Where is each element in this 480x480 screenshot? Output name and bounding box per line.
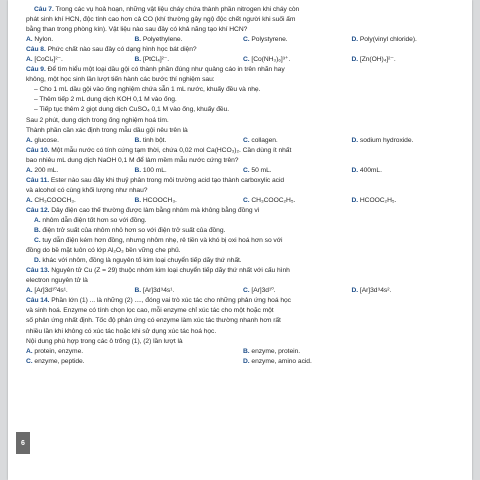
page-number: 6 bbox=[21, 439, 25, 447]
option-letter: D. bbox=[351, 136, 359, 144]
q8-label: Câu 8. bbox=[26, 46, 46, 54]
q10-label: Câu 10. bbox=[26, 146, 50, 154]
q8-option-d: D. [Zn(OH)₄]²⁻. bbox=[351, 56, 396, 64]
q14-label: Câu 14. bbox=[26, 297, 50, 305]
q13-label: Câu 13. bbox=[26, 267, 50, 275]
page-number-tab bbox=[16, 432, 30, 454]
q7-option-d: D. Poly(vinyl chloride). bbox=[351, 36, 417, 44]
q11-option-b: B. HCOOCH₃. bbox=[134, 196, 177, 204]
q14-options-row-1 bbox=[26, 347, 460, 357]
q10-option-c: C. 50 mL. bbox=[243, 166, 272, 174]
q11-label: Câu 11. bbox=[26, 176, 50, 184]
document-page bbox=[8, 0, 472, 480]
q13-options bbox=[26, 286, 460, 296]
q11-option-c: C. CH₃COOC₂H₅. bbox=[243, 196, 296, 204]
q9-line-2: không, một học sinh lần lượt tiến hành các bước thí nghiệm sau: bbox=[26, 76, 215, 84]
q7-option-b: B. Polyethylene. bbox=[134, 36, 183, 44]
q13-line-2: electron nguyên tử là bbox=[26, 277, 88, 285]
option-letter: A. bbox=[26, 347, 33, 355]
option-letter: A. bbox=[26, 287, 33, 295]
q7-option-a: A. Nylon. bbox=[26, 36, 54, 44]
q13-option-d: D. [Ar]3d⁹4s². bbox=[351, 287, 392, 295]
q10-option-b: B. 100 mL. bbox=[134, 166, 167, 174]
option-letter: A. bbox=[26, 136, 33, 144]
q7-options bbox=[26, 35, 460, 45]
q11-line-1: Câu 11. Ester nào sau đây khi thuỷ phân trong môi trường acid tạo thành carboxylic acid bbox=[26, 176, 285, 184]
q9-step-3: – Tiếp tục thêm 2 giọt dung dịch CuSO₄ 0,1 M vào ống, khuấy đều. bbox=[34, 106, 230, 114]
option-letter: B. bbox=[134, 196, 142, 204]
q9-step-2: – Thêm tiếp 2 mL dung dịch KOH 0,1 M vào ống. bbox=[34, 96, 177, 104]
option-letter: D. bbox=[351, 166, 359, 174]
q7-option-c: C. Polystyrene. bbox=[243, 36, 288, 44]
option-letter: D. bbox=[351, 36, 359, 44]
q9-option-c: C. collagen. bbox=[243, 136, 278, 144]
q8-option-b: B. [PtCl₄]²⁻. bbox=[134, 56, 170, 64]
option-letter: D. bbox=[351, 196, 359, 204]
option-letter: A. bbox=[34, 216, 41, 224]
option-letter: C. bbox=[26, 357, 33, 365]
option-letter: C. bbox=[243, 166, 250, 174]
q14-option-a: A. protein, enzyme. bbox=[26, 347, 84, 355]
option-letter: B. bbox=[134, 56, 142, 64]
q8-option-c: C. [Co(NH₃)₆]³⁺. bbox=[243, 56, 291, 64]
q8-options bbox=[26, 55, 460, 65]
option-letter: B. bbox=[34, 227, 41, 235]
q7-line-3: bằng than trong phòng kín). Vật liệu nào sau đây có khả năng tạo khí HCN? bbox=[26, 26, 248, 34]
q9-step-1: – Cho 1 mL dầu gội vào ống nghiệm chứa sẵn 1 mL nước, khuấy đều và nhẹ. bbox=[34, 86, 261, 94]
q9-option-a: A. glucose. bbox=[26, 136, 59, 144]
q12-line-1: Câu 12. Dây điện cao thế thường được làm bằng nhôm mà không bằng đồng vì bbox=[26, 206, 260, 214]
q14-line-4: nhiều lần khi không có xúc tác hoặc khi sử dụng xúc tác hoá học. bbox=[26, 327, 217, 335]
q13-option-a: A. [Ar]3d¹⁰4s¹. bbox=[26, 287, 68, 295]
option-letter: B. bbox=[134, 136, 142, 144]
q14-line-1: Câu 14. Phần lớn (1) ... là những (2) ...., đóng vai trò xúc tác cho những phản ứng hoá học bbox=[26, 297, 291, 305]
option-letter: A. bbox=[26, 56, 33, 64]
q10-line-2: bao nhiêu mL dung dịch NaOH 0,1 M để làm mềm mẫu nước cứng trên? bbox=[26, 156, 239, 164]
q12-option-b: B. điện trở suất của nhôm nhỏ hơn so với điện trở suất của đồng. bbox=[34, 227, 226, 235]
q9-step-4: Sau 2 phút, dung dịch trong ống nghiệm hoá tím. bbox=[26, 116, 169, 124]
option-letter: A. bbox=[26, 166, 33, 174]
q14-question: Nội dung phù hợp trong các ô trống (1), (2) lần lượt là bbox=[26, 337, 183, 345]
q13-line-1: Câu 13. Nguyên tử Cu (Z = 29) thuộc nhóm kim loại chuyển tiếp dãy thứ nhất với cấu hình bbox=[26, 267, 290, 275]
q12-option-c-line-1: C. tuy dẫn điện kém hơn đồng, nhưng nhôm nhẹ, rẻ tiền và khó bị oxi hoá hơn so với bbox=[34, 237, 283, 245]
q8-line-1: Câu 8. Phức chất nào sau đây có dạng hình học bát diện? bbox=[26, 46, 197, 54]
q14-options-row-2 bbox=[26, 357, 460, 367]
q9-line-1: Câu 9. Để tìm hiểu một loại dầu gội có thành phần đúng như quảng cáo in trên nhãn hay bbox=[26, 66, 285, 74]
option-letter: B. bbox=[134, 36, 142, 44]
q9-option-d: D. sodium hydroxide. bbox=[351, 136, 414, 144]
option-letter: C. bbox=[243, 196, 250, 204]
q11-line-2: và alcohol có cùng khối lượng như nhau? bbox=[26, 186, 148, 194]
option-letter: C. bbox=[243, 56, 250, 64]
q14-option-d: D. enzyme, amino acid. bbox=[243, 357, 312, 365]
q14-line-2: và sinh hoá. Enzyme có tính chọn lọc cao, mỗi enzyme chỉ xúc tác cho một hoặc một bbox=[26, 307, 274, 315]
q11-option-d: D. HCOOC₂H₅. bbox=[351, 196, 397, 204]
option-letter: A. bbox=[26, 196, 33, 204]
option-letter: D. bbox=[34, 257, 41, 265]
q9-option-b: B. tinh bột. bbox=[134, 136, 167, 144]
q12-option-c-line-2: đồng do bề mặt luôn có lớp Al₂O₃ bền vững che phủ. bbox=[26, 247, 181, 255]
option-letter: C. bbox=[243, 287, 250, 295]
q11-option-a: A. CH₃COOCH₃. bbox=[26, 196, 76, 204]
option-letter: B. bbox=[134, 166, 142, 174]
option-letter: C. bbox=[243, 36, 250, 44]
q13-option-b: B. [Ar]3d⁹4s¹. bbox=[134, 287, 175, 295]
q10-line-1: Câu 10. Một mẫu nước có tính cứng tạm thời, chứa 0,02 mol Ca(HCO₃)₂. Cần dùng ít nhất bbox=[26, 146, 292, 154]
q7-line-1: Câu 7. Trong các vụ hoả hoạn, những vật liệu cháy chứa thành phần nitrogen khi cháy còn bbox=[34, 6, 300, 13]
q9-question: Thành phần cần xác định trong mẫu dầu gội nêu trên là bbox=[26, 126, 188, 134]
q10-option-a: A. 200 mL. bbox=[26, 166, 59, 174]
option-letter: B. bbox=[243, 347, 250, 355]
option-letter: D. bbox=[351, 287, 359, 295]
q7-label: Câu 7. bbox=[34, 6, 54, 13]
q12-option-a: A. nhôm dẫn điện tốt hơn so với đồng. bbox=[34, 216, 147, 224]
q13-option-c: C. [Ar]3d¹⁰. bbox=[243, 287, 276, 295]
q11-options bbox=[26, 196, 460, 206]
option-letter: A. bbox=[26, 36, 33, 44]
page-content bbox=[26, 5, 460, 367]
q9-options bbox=[26, 136, 460, 146]
q7-line-2: phát sinh khí HCN, độc tính cao hơn cả CO (khí thường gây ngộ độc chết người khi suối ấm bbox=[26, 16, 296, 24]
option-letter: C. bbox=[34, 237, 41, 245]
option-letter: D. bbox=[243, 357, 250, 365]
q10-options bbox=[26, 166, 460, 176]
q14-line-3: số phản ứng nhất định. Tốc độ phản ứng có enzyme làm xúc tác thường nhanh hơn rất bbox=[26, 317, 281, 325]
q12-option-d: D. khác với nhôm, đồng là nguyên tố kim loại chuyển tiếp dãy thứ nhất. bbox=[34, 257, 242, 265]
q14-option-b: B. enzyme, protein. bbox=[243, 347, 301, 355]
q10-option-d: D. 400mL. bbox=[351, 166, 382, 174]
option-letter: D. bbox=[351, 56, 359, 64]
option-letter: C. bbox=[243, 136, 250, 144]
option-letter: B. bbox=[134, 287, 142, 295]
q14-option-c: C. enzyme, peptide. bbox=[26, 357, 85, 365]
q8-option-a: A. [CoCl₄]²⁻. bbox=[26, 56, 63, 64]
q9-label: Câu 9. bbox=[26, 66, 46, 74]
q12-label: Câu 12. bbox=[26, 206, 50, 214]
